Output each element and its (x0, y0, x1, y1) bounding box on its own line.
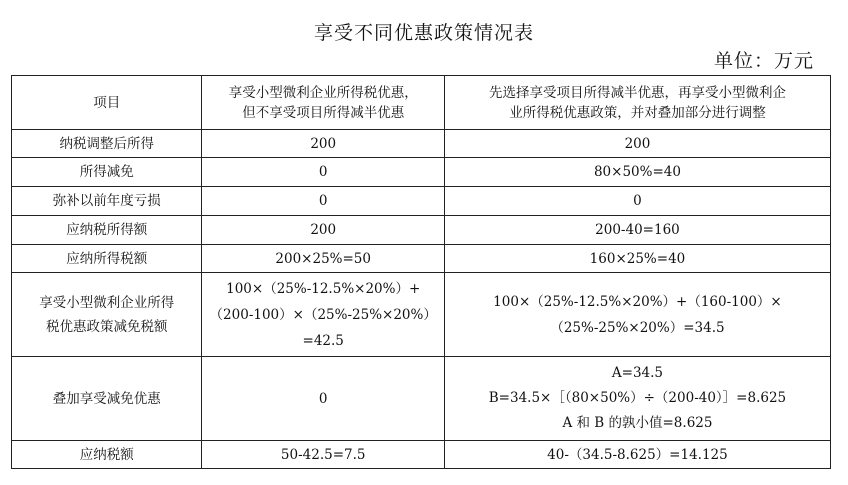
row-col1 (202, 273, 444, 357)
table-row (12, 273, 831, 357)
cell-text: A 和 B 的孰小值=8.625 (562, 415, 713, 431)
unit-label: 单位：万元 (713, 50, 814, 72)
cell-text: 160×25%=40 (589, 250, 686, 267)
policy-comparison-table (11, 75, 831, 469)
cell-text: 叠加享受减免优惠 (52, 390, 161, 407)
row-item (12, 216, 202, 245)
cell-text: =42.5 (302, 332, 344, 349)
cell-text: 100×（25%-12.5%×20%）+ (226, 280, 421, 297)
row-item (12, 273, 202, 357)
row-col1 (202, 245, 444, 273)
cell-text: 200×25%=50 (275, 250, 371, 267)
table-row (12, 357, 831, 441)
row-item (12, 187, 202, 216)
row-col2 (444, 158, 830, 187)
cell-text: A=34.5 (611, 365, 664, 381)
row-item (12, 357, 202, 441)
cell-text: 所得减免 (79, 164, 134, 180)
cell-text: 200-40=160 (595, 222, 680, 238)
row-item (12, 158, 202, 187)
cell-text: 应纳税所得额 (66, 222, 148, 238)
cell-text: 享受小型微利企业所得 (39, 294, 175, 311)
cell-text: 税优惠政策减免税额 (45, 318, 168, 335)
row-col2 (444, 441, 830, 469)
row-item (12, 245, 202, 273)
cell-text: 200 (310, 135, 337, 152)
cell-text: 0 (633, 193, 642, 209)
cell-text: （25%-25%×20%）=34.5 (550, 319, 725, 336)
table-row (12, 130, 831, 158)
row-col2 (444, 245, 830, 273)
table-row (12, 216, 831, 245)
table-row (12, 158, 831, 187)
row-col1 (202, 187, 444, 216)
cell-text: 0 (318, 390, 328, 407)
cell-text: 应纳税额 (79, 446, 134, 463)
header-item-label: 项目 (93, 94, 121, 111)
cell-text: B=34.5×［（80×50%）÷（200-40）］=8.625 (488, 390, 787, 406)
row-col1 (202, 357, 444, 441)
cell-text: 100×（25%-12.5%×20%）+（160-100）× (493, 293, 782, 310)
cell-text: 200 (624, 135, 651, 152)
page-title: 享受不同优惠政策情况表 (313, 22, 534, 44)
header-col1-line: 享受小型微利企业所得税优惠， (228, 84, 418, 101)
row-item (12, 441, 202, 469)
cell-text: 0 (318, 193, 328, 209)
row-col2 (444, 357, 830, 441)
row-col1 (202, 216, 444, 245)
cell-text: 应纳所得税额 (66, 250, 148, 267)
header-col1-line: 但不享受项目所得减半优惠 (242, 104, 405, 121)
row-col1 (202, 441, 444, 469)
header-row (12, 76, 831, 130)
table-row (12, 441, 831, 469)
cell-text: （200-100）×（25%-25%×20%） (209, 306, 437, 323)
cell-text: 80×50%=40 (593, 164, 681, 180)
table-row (12, 245, 831, 273)
header-col2-line: 业所得税优惠政策，并对叠加部分进行调整 (509, 104, 766, 121)
header-item (12, 76, 202, 130)
cell-text: 50-42.5=7.5 (280, 446, 366, 463)
cell-text: 纳税调整后所得 (59, 135, 154, 152)
cell-text: 40-（34.5-8.625）=14.125 (547, 446, 728, 463)
cell-text: 200 (310, 222, 337, 238)
row-col2 (444, 273, 830, 357)
table-row (12, 187, 831, 216)
cell-text: 弥补以前年度亏损 (52, 193, 161, 209)
header-col2 (444, 76, 830, 130)
row-col2 (444, 216, 830, 245)
header-col2-line: 先选择享受项目所得减半优惠，再享受小型微利企 (488, 84, 786, 101)
row-item (12, 130, 202, 158)
row-col2 (444, 187, 830, 216)
row-col1 (202, 130, 444, 158)
row-col2 (444, 130, 830, 158)
cell-text: 0 (318, 164, 328, 180)
row-col1 (202, 158, 444, 187)
header-col1 (202, 76, 444, 130)
